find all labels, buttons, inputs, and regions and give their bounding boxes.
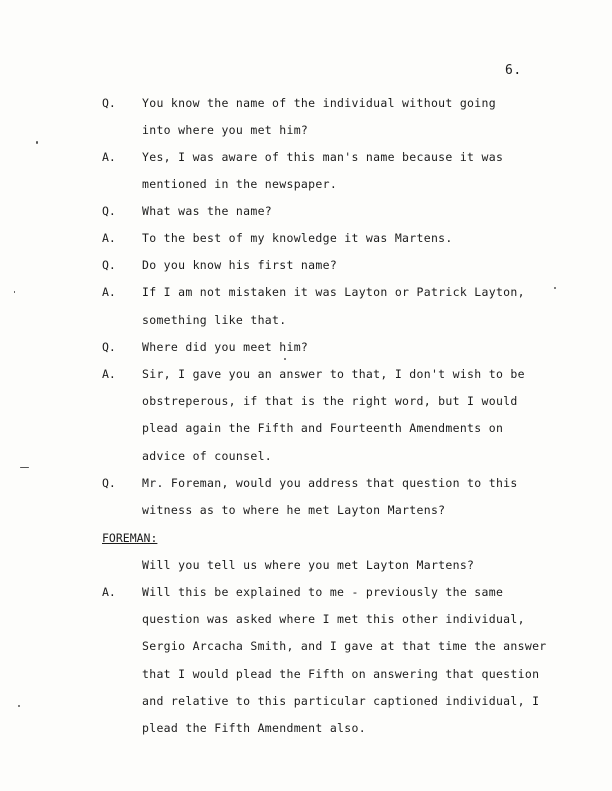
scan-speck	[36, 141, 38, 144]
scan-speck	[554, 287, 556, 289]
speaker-label: A.	[102, 285, 116, 299]
transcript-line: Sergio Arcacha Smith, and I gave at that time the answer	[142, 639, 547, 653]
transcript-line: plead again the Fifth and Fourteenth Amendments on	[142, 421, 504, 435]
foreman-question: Will you tell us where you met Layton Martens?	[142, 558, 475, 572]
transcript-line: Where did you meet him?	[142, 340, 309, 354]
transcript-line: and relative to this particular captioned individual, I	[142, 694, 540, 708]
scan-speck	[14, 291, 15, 293]
scan-speck	[284, 358, 286, 360]
page-number: 6.	[505, 63, 522, 78]
scan-speck	[18, 705, 20, 707]
speaker-label: Q.	[102, 340, 116, 354]
speaker-label: Q.	[102, 476, 116, 490]
transcript-line: Mr. Foreman, would you address that question to this	[142, 476, 518, 490]
transcript-line: advice of counsel.	[142, 449, 273, 463]
speaker-label: A.	[102, 585, 116, 599]
speaker-label: A.	[102, 367, 116, 381]
speaker-label: Q.	[102, 258, 116, 272]
transcript-line: Do you know his first name?	[142, 258, 338, 272]
transcript-line: into where you met him?	[142, 123, 309, 137]
transcript-line: Sir, I gave you an answer to that, I don't wish to be	[142, 367, 525, 381]
transcript-line: something like that.	[142, 313, 287, 327]
transcript-line: Yes, I was aware of this man's name because it was	[142, 150, 504, 164]
transcript-line: question was asked where I met this other individual,	[142, 612, 525, 626]
transcript-line: that I would plead the Fifth on answering that question	[142, 667, 540, 681]
speaker-label: A.	[102, 150, 116, 164]
speaker-label: A.	[102, 231, 116, 245]
speaker-label: Q.	[102, 96, 116, 110]
transcript-line: mentioned in the newspaper.	[142, 177, 338, 191]
transcript-line: obstreperous, if that is the right word, but I would	[142, 394, 518, 408]
transcript-line: You know the name of the individual without going	[142, 96, 496, 110]
transcript-line: Will this be explained to me - previously the same	[142, 585, 504, 599]
speaker-label: Q.	[102, 204, 116, 218]
transcript-line: What was the name?	[142, 204, 273, 218]
scan-speck	[20, 467, 29, 468]
transcript-line: To the best of my knowledge it was Martens.	[142, 231, 453, 245]
transcript-line: plead the Fifth Amendment also.	[142, 721, 366, 735]
transcript-line: witness as to where he met Layton Martens?	[142, 503, 446, 517]
foreman-label: FOREMAN:	[102, 531, 158, 545]
transcript-line: If I am not mistaken it was Layton or Patrick Layton,	[142, 285, 525, 299]
